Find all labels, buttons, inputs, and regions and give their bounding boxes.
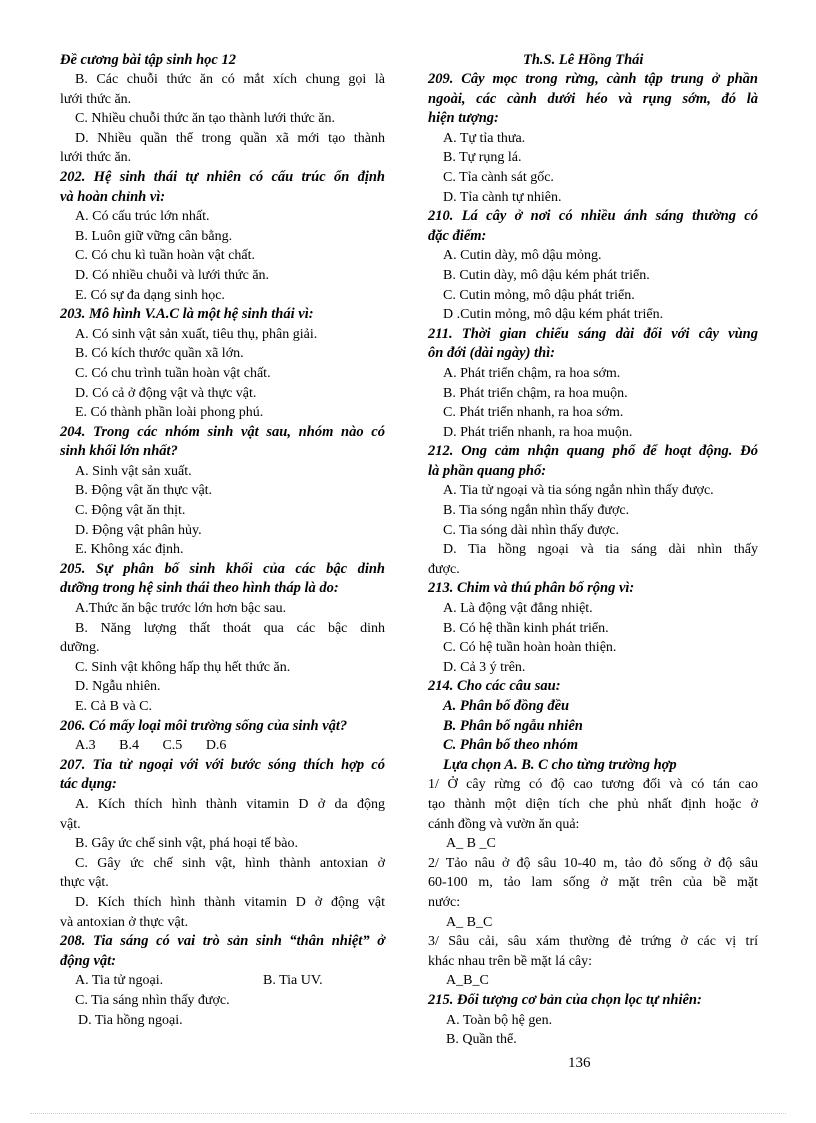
question-208-cont: động vật: (60, 952, 116, 969)
question-203: 203. Mô hình V.A.C là một hệ sinh thái vì: (60, 306, 314, 323)
option: D. Tỉa cành tự nhiên. (443, 189, 562, 205)
question-210: 210. Lá cây ở nơi có nhiều ánh sáng thường có (428, 208, 758, 225)
option: C. Tia sóng dài nhìn thấy được. (443, 522, 619, 538)
case-2-cont: nước: (428, 894, 461, 910)
option: C.5 (162, 738, 183, 754)
option: B. Động vật ăn thực vật. (75, 483, 213, 499)
question-211-cont: ôn đới (dài ngày) thì: (428, 345, 556, 362)
option-cont: vật. (60, 816, 81, 832)
question-202: 202. Hệ sinh thái tự nhiên có cấu trúc ổn định (60, 168, 385, 185)
answer-blank: A_B_C (446, 973, 489, 989)
statement: B. Phân bố ngẫu nhiên (443, 717, 583, 734)
answer-blank: A_ B _C (446, 836, 496, 852)
option: B.4 (119, 738, 139, 754)
option: D. Ngẫu nhiên. (75, 679, 161, 695)
text-line: D. Nhiều quần thể trong quần xã mới tạo thành (75, 130, 385, 146)
option: B. Có hệ thần kinh phát triển. (443, 620, 609, 636)
option: B. Luôn giữ vững cân bằng. (75, 228, 233, 244)
option: D. Tia hồng ngoại. (78, 1012, 183, 1028)
option: D. Kích thích hình thành vitamin D ở động vật (75, 894, 385, 910)
text-line: lưới thức ăn. (60, 150, 132, 166)
option: A. Có cấu trúc lớn nhất. (75, 209, 210, 225)
option: A. Là động vật đẳng nhiệt. (443, 601, 593, 617)
question-210-cont: đặc điểm: (428, 227, 487, 244)
option: A. Tự tỉa thưa. (443, 130, 526, 146)
option: C. Có chu kì tuần hoàn vật chất. (75, 248, 256, 264)
option: C. Tỉa cành sát gốc. (443, 169, 554, 185)
option-cont: thực vật. (60, 875, 109, 891)
case-2: 2/ Tảo nâu ở độ sâu 10-40 m, tảo đỏ sống ở độ sâu (428, 855, 758, 871)
text-line: B. Các chuỗi thức ăn có mắt xích chung gọi là (75, 72, 385, 87)
option: C. Động vật ăn thịt. (75, 503, 186, 519)
option: B. Tự rụng lá. (443, 150, 522, 166)
option: C. Cutin mỏng, mô dậu phát triển. (443, 287, 635, 303)
question-209: 209. Cây mọc trong rừng, cành tập trung ở phần (428, 71, 758, 87)
footer-divider (30, 1113, 786, 1114)
question-204: 204. Trong các nhóm sinh vật sau, nhóm nào có (60, 423, 385, 440)
option: A. Sinh vật sản xuất. (75, 463, 192, 479)
option: A. Cutin dày, mô dậu mỏng. (443, 248, 602, 264)
case-1-cont: tạo thành một diện tích che phủ nhất định hoặc ở (428, 796, 758, 812)
option: C. Có chu trình tuần hoàn vật chất. (75, 365, 271, 381)
option: B. Có kích thước quần xã lớn. (75, 346, 244, 362)
option-cont: được. (428, 561, 460, 577)
header-author: Th.S. Lê Hồng Thái (523, 52, 644, 68)
text-line: lưới thức ăn. (60, 91, 132, 107)
option: E. Có sự đa dạng sinh học. (75, 287, 225, 303)
case-3-cont: khác nhau trên bề mặt lá cây: (428, 953, 593, 969)
option: C. Có hệ tuần hoàn hoàn thiện. (443, 640, 617, 656)
option: E. Không xác định. (75, 542, 184, 558)
option: B. Tia UV. (263, 973, 323, 989)
option: A. Có sinh vật sản xuất, tiêu thụ, phân giải. (75, 326, 318, 342)
answer-blank: A_ B_C (446, 914, 493, 930)
question-212-cont: là phần quang phổ: (428, 462, 547, 479)
option: D. Cả 3 ý trên. (443, 659, 526, 675)
instruction: Lựa chọn A. B. C cho từng trường hợp (443, 756, 677, 773)
option: A. Phát triển chậm, ra hoa sớm. (443, 365, 621, 381)
options-row (60, 971, 385, 991)
question-206: 206. Có mấy loại môi trường sống của sinh vật? (60, 717, 348, 734)
option-cont: và antoxian ở thực vật. (60, 914, 189, 930)
question-207-cont: tác dụng: (60, 776, 117, 793)
question-205-cont: dưỡng trong hệ sinh thái theo hình tháp là do: (60, 580, 339, 597)
case-1: 1/ Ở cây rừng có độ cao tương đối và có tán cao (428, 777, 758, 793)
option: A. Tia tử ngoại. (75, 973, 164, 989)
option: C. Gây ức chế sinh vật, hình thành antoxian ở (75, 855, 385, 871)
question-215: 215. Đối tượng cơ bản của chọn lọc tự nhiên: (428, 991, 702, 1008)
option: B. Năng lượng thất thoát qua các bậc dinh (75, 620, 385, 636)
option: D. Phát triển nhanh, ra hoa muộn. (443, 424, 633, 440)
option: A.3 (75, 738, 96, 754)
option: D. Có cả ở động vật và thực vật. (75, 385, 257, 401)
option: C. Sinh vật không hấp thụ hết thức ăn. (75, 659, 291, 675)
case-3: 3/ Sâu cải, sâu xám thường đẻ trứng ở các vị trí (428, 934, 758, 950)
left-column (60, 70, 385, 1030)
question-213: 213. Chim và thú phân bố rộng vì: (428, 580, 635, 597)
statement: C. Phân bố theo nhóm (443, 737, 578, 754)
question-204-cont: sinh khối lớn nhất? (60, 443, 178, 460)
case-2-cont: 60-100 m, tảo lam sống ở mặt trên của bề mặt (428, 875, 758, 891)
question-207: 207. Tia tử ngoại với với bước sóng thích hợp có (60, 756, 385, 773)
question-214: 214. Cho các câu sau: (428, 678, 561, 695)
option: C. Tia sáng nhìn thấy được. (75, 992, 230, 1008)
option: D. Động vật phân hủy. (75, 522, 202, 538)
option: B. Phát triển chậm, ra hoa muộn. (443, 385, 628, 401)
option: D.6 (205, 738, 227, 754)
page-number: 136 (568, 1055, 591, 1071)
right-column (428, 70, 758, 1050)
question-202-cont: và hoàn chỉnh vì: (60, 188, 166, 205)
case-1-cont: cánh đồng và vườn ăn quả: (428, 816, 580, 832)
options-row (60, 736, 385, 756)
option: E. Có thành phần loài phong phú. (75, 405, 264, 421)
option: D .Cutin mỏng, mô dậu kém phát triển. (443, 307, 664, 323)
question-209-cont: hiện tượng: (428, 110, 499, 127)
question-209-cont: ngoài, các cành dưới héo và rụng sớm, đó là (428, 90, 758, 107)
option: B. Tia sóng ngắn nhìn thấy được. (443, 503, 630, 519)
question-208: 208. Tia sáng có vai trò sản sinh “thân nhiệt” ở (60, 933, 385, 950)
option: A.Thức ăn bậc trước lớn hơn bậc sau. (75, 601, 287, 617)
option: D. Tia hồng ngoại và tia sáng dài nhìn thấy (443, 542, 758, 558)
question-205: 205. Sự phân bố sinh khối của các bậc dinh (60, 560, 385, 577)
option: C. Phát triển nhanh, ra hoa sớm. (443, 405, 624, 421)
option: A. Toàn bộ hệ gen. (446, 1012, 553, 1028)
option: A. Tia tử ngoại và tia sóng ngắn nhìn thấy được. (443, 483, 714, 499)
option-cont: dưỡng. (60, 640, 100, 656)
option: E. Cả B và C. (75, 699, 152, 714)
option: B. Cutin dày, mô dậu kém phát triển. (443, 267, 650, 283)
text-line: C. Nhiều chuỗi thức ăn tạo thành lưới thức ăn. (75, 111, 335, 127)
header-title: Đề cương bài tập sinh học 12 (60, 52, 236, 68)
statement: A. Phân bố đồng đều (443, 698, 570, 714)
option: D. Có nhiều chuỗi và lưới thức ăn. (75, 267, 270, 283)
option: A. Kích thích hình thành vitamin D ở da động (75, 796, 385, 812)
question-211: 211. Thời gian chiếu sáng dài đối với cây vùng (428, 325, 758, 342)
option: B. Gây ức chế sinh vật, phá hoại tế bào. (75, 836, 298, 852)
question-212: 212. Ong cảm nhận quang phổ để hoạt động. Đó (428, 443, 758, 460)
option: B. Quần thể. (446, 1032, 517, 1048)
